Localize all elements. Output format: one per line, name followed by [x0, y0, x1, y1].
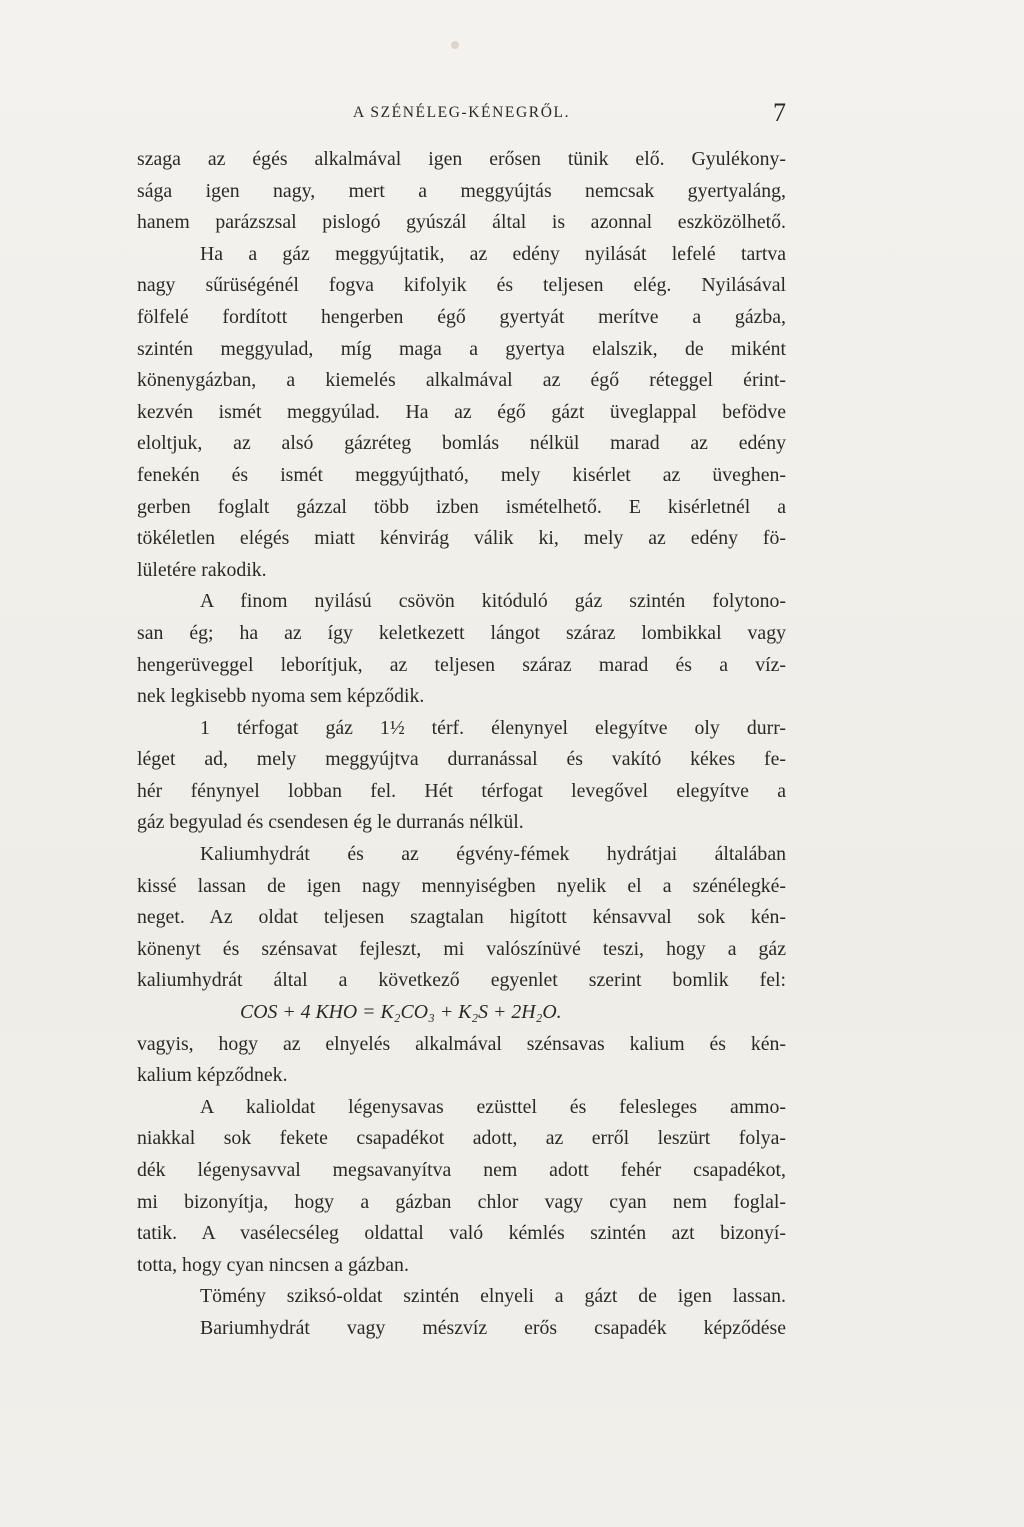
text-line: kezvén ismét meggyúlad. Ha az égő gázt üveglappal befödve — [137, 400, 786, 423]
text-line: vagyis, hogy az elnyelés alkalmával szénsavas kalium és kén- — [137, 1032, 786, 1055]
text-line: léget ad, mely meggyújtva durranással és vakító kékes fe- — [137, 748, 786, 771]
text-line: könenygázban, a kiemelés alkalmával az égő réteggel érint- — [137, 369, 786, 392]
text-line: nek legkisebb nyoma sem képződik. — [137, 685, 425, 708]
text-line: A finom nyilású csövön kitóduló gáz szintén folytono- — [200, 590, 786, 613]
text-line: sága igen nagy, mert a meggyújtás nemcsak gyertyaláng, — [137, 179, 786, 202]
text-line: A kalioldat légenysavas ezüsttel és felesleges ammo- — [200, 1095, 786, 1118]
text-line: dék légenysavval megsavanyítva nem adott fehér csapadékot, — [137, 1159, 786, 1181]
text-line: Kaliumhydrát és az égvény-fémek hydrátjai általában — [200, 843, 786, 866]
text-line: szaga az égés alkalmával igen erősen tünik elő. Gyulékony- — [137, 148, 786, 170]
text-line: fölfelé fordított hengerben égő gyertyát merítve a gázba, — [137, 305, 786, 328]
text-line: eloltjuk, az alsó gázréteg bomlás nélkül marad az edény — [137, 432, 786, 455]
text-line: 1 térfogat gáz 1½ térf. élenynyel elegyítve oly durr- — [200, 716, 786, 739]
text-line: kaliumhydrát által a következő egyenlet szerint bomlik fel: — [137, 969, 786, 992]
text-line: Bariumhydrát vagy mészvíz erős csapadék képződése — [200, 1316, 786, 1339]
running-title: A SZÉNÉLEG-KÉNEGRŐL. — [352, 104, 571, 121]
text-line: gerben foglalt gázzal több izben ismételhető. E kisérletnél a — [137, 495, 786, 518]
text-line: kissé lassan de igen nagy mennyiségben nyelik el a szénélegké- — [137, 874, 786, 897]
text-line: tökéletlen elégés miatt kénvirág válik ki, mely az edény fö- — [137, 527, 786, 550]
text-line: kalium képződnek. — [137, 1064, 288, 1087]
text-line: lületére rakodik. — [137, 558, 267, 581]
page-body — [137, 144, 786, 1345]
text-line: nagy sűrüségénél fogva kifolyik és teljesen elég. Nyilásával — [137, 274, 786, 297]
text-line: fenekén és ismét meggyújtható, mely kisérlet az üveghen- — [137, 463, 786, 486]
chemical-equation: COS + 4 KHO = K₂CO₃ + K₂S + 2H₂O. — [240, 1001, 562, 1024]
text-line: Ha a gáz meggyújtatik, az edény nyilását lefelé tartva — [200, 242, 786, 265]
text-line: niakkal sok fekete csapadékot adott, az erről leszürt folya- — [137, 1127, 786, 1150]
text-line: könenyt és szénsavat fejleszt, mi valószínüvé teszi, hogy a gáz — [137, 937, 786, 960]
page-number: 7 — [773, 98, 786, 127]
text-line: tatik. A vasélecséleg oldattal való kémlés szintén azt bizonyí- — [137, 1222, 786, 1245]
page-header — [137, 100, 786, 130]
text-line: Tömény sziksó-oldat szintén elnyeli a gázt de igen lassan. — [200, 1285, 786, 1308]
text-line: totta, hogy cyan nincsen a gázban. — [137, 1253, 409, 1276]
text-line: mi bizonyítja, hogy a gázban chlor vagy cyan nem foglal- — [137, 1190, 786, 1213]
text-line: hengerüveggel leborítjuk, az teljesen száraz marad és a víz- — [137, 653, 786, 676]
text-line: hanem parázszsal pislogó gyúszál által is azonnal eszközölhető. — [137, 211, 786, 234]
text-line: szintén meggyulad, míg maga a gyertya elalszik, de miként — [137, 337, 786, 360]
text-line: gáz begyulad és csendesen ég le durranás nélkül. — [137, 811, 524, 834]
text-line: hér fénynyel lobban fel. Hét térfogat levegővel elegyítve a — [137, 779, 786, 802]
text-line: san ég; ha az így keletkezett lángot száraz lombikkal vagy — [137, 621, 786, 644]
ink-spot — [451, 41, 459, 49]
text-line: neget. Az oldat teljesen szagtalan higított kénsavval sok kén- — [137, 906, 786, 929]
